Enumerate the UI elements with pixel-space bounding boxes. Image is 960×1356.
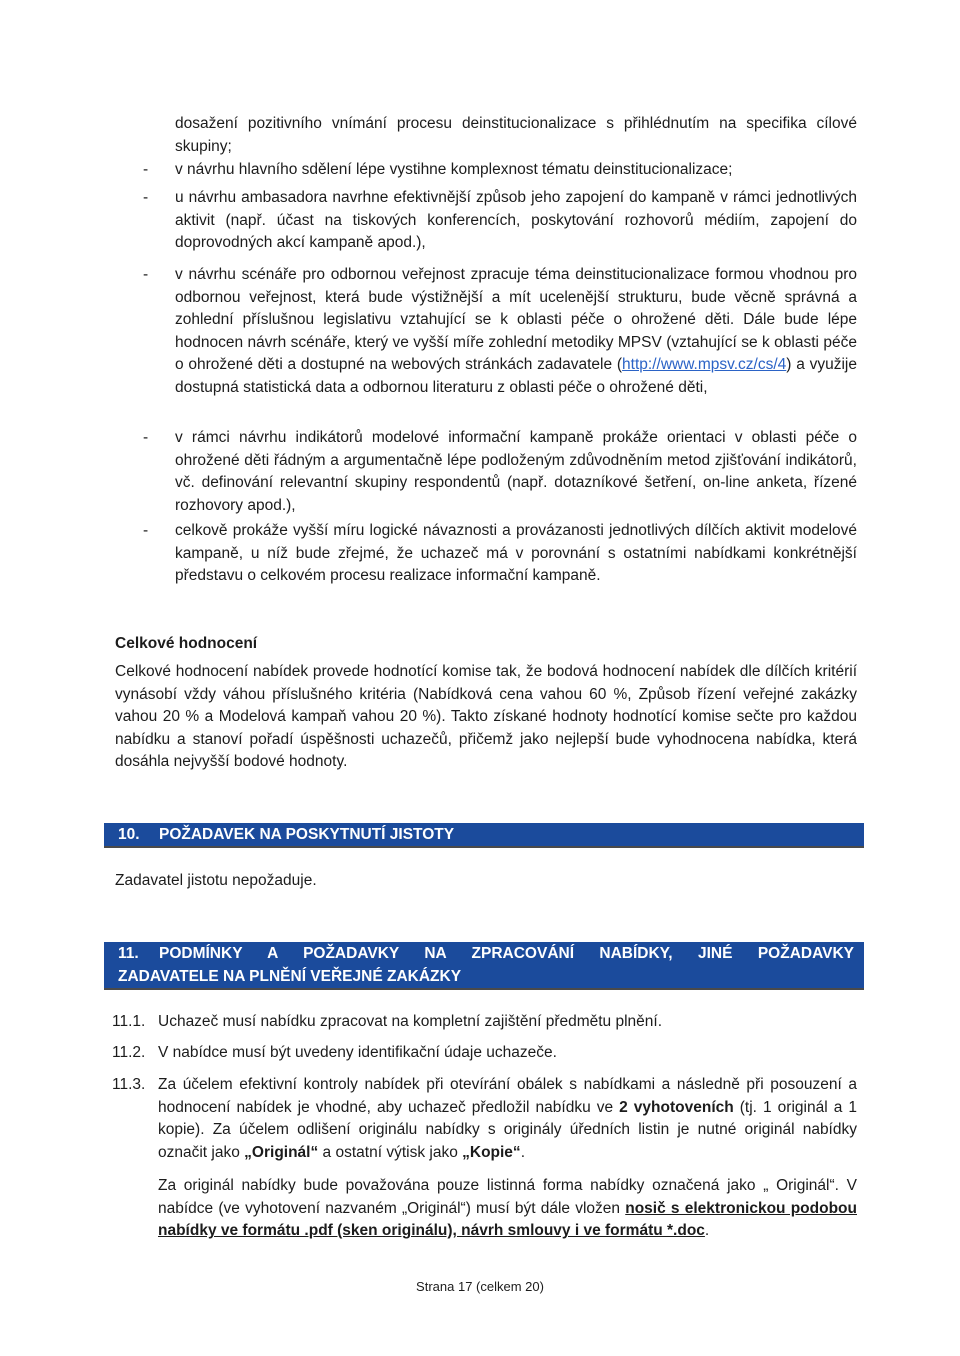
section-11-number: 11. — [118, 945, 139, 962]
section-10-heading-bar — [104, 823, 864, 848]
item-11-3-text-g: . — [520, 1143, 525, 1161]
section-11-title-line-2: ZADAVATELE NA PLNĚNÍ VEŘEJNÉ ZAKÁZKY — [118, 968, 462, 985]
bullet-dash: - — [143, 266, 149, 283]
item-11-3-original-label: „Originál“ — [244, 1143, 319, 1161]
bullet-3: u návrhu ambasadora navrhne efektivnější způsob jeho zapojení do kampaně v rámci jednotlivých aktivit (např. účast na tiskových konferencích, poskytování rozhovorů médiím, zapojení do doprovodných akcí kampaně apod.), — [175, 189, 857, 252]
item-11-3-p2-text-a: Za originál nabídky bude považována pouze listinná forma nabídky označená jako „ Originál“. V nabídce (ve vyhotovení nazvaném „Originál“) musí být dále vložen — [158, 1177, 857, 1217]
item-11-3-p2-text-c: . — [704, 1222, 710, 1240]
section-10-title: POŽADAVEK NA POSKYTNUTÍ JISTOTY — [159, 826, 455, 843]
bullet-5: v rámci návrhu indikátorů modelové informační kampaně prokáže orientaci v oblasti péče o ohrožené děti řádným a argumentačně lépe podloženým zdůvodněním metod zjišťování indikátorů, vč. definování relevantní skupiny respondentů (např. dotazníkové šetření, on-line anketa, řízené rozhovory apod.), — [175, 429, 857, 514]
mpsv-link[interactable]: http://www.mpsv.cz/cs/4 — [622, 356, 787, 374]
item-11-3-media-requirement: nosič s elektronickou podobou nabídky ve formátu .pdf (sken originálu), návrh smlouvy i ve formátu *.doc — [158, 1199, 857, 1240]
bullet-1-continuation: dosažení pozitivního vnímání procesu deinstitucionalizace s přihlédnutím na specifika cílové skupiny; — [175, 115, 857, 155]
item-number: 11.2. — [112, 1044, 146, 1061]
page-footer: Strana 17 (celkem 20) — [416, 1279, 544, 1294]
item-11-3-paragraph-1 — [158, 1074, 857, 1164]
section-11-title-line-1: PODMÍNKY A POŽADAVKY NA ZPRACOVÁNÍ NABÍDKY, JINÉ POŽADAVKY — [159, 945, 854, 962]
bullet-4 — [175, 264, 857, 400]
item-11-3-copy-label: „Kopie“ — [462, 1143, 521, 1161]
item-11-3-text-e: a ostatní výtisk jako — [318, 1143, 463, 1161]
bullet-dash: - — [143, 522, 149, 539]
bullet-dash: - — [143, 161, 149, 178]
bullet-dash: - — [143, 429, 149, 446]
item-11-3-paragraph-2 — [158, 1175, 857, 1243]
section-11-heading-bar — [104, 942, 864, 990]
section-10-text: Zadavatel jistotu nepožaduje. — [115, 872, 317, 889]
mpsv-link-paren-open: ( — [616, 356, 623, 374]
bullet-dash: - — [143, 189, 149, 206]
bullet-4-tail: a využije dostupná statistická data a odbornou literaturu z oblasti péče o ohrožené děti, — [175, 356, 857, 396]
item-11-3-copies-count: 2 vyhotoveních — [619, 1098, 734, 1116]
bullet-2: v návrhu hlavního sdělení lépe vystihne komplexnost tématu deinstitucionalizace; — [175, 161, 733, 178]
item-number: 11.1. — [112, 1013, 146, 1030]
overall-heading: Celkové hodnocení — [115, 635, 258, 652]
mpsv-link-paren-close: ) — [786, 356, 792, 374]
item-11-1-text: Uchazeč musí nabídku zpracovat na kompletní zajištění předmětu plnění. — [158, 1013, 663, 1030]
overall-text: Celkové hodnocení nabídek provede hodnotící komise tak, že bodová hodnocení nabídek dle dílčích kritérií vynásobí vždy váhou příslušného kritéria (Nabídková cena vahou 60 %, Způsob řízení veřejné zakázky vahou 20 % a Modelová kampaň vahou 20 %). Takto získané hodnoty hodnotící komise sečte pro každou nabídku a stanoví pořadí úspěšnosti uchazečů, přičemž jako nejlepší bude vyhodnocena nabídka, která dosáhla nejvyšší bodové hodnoty. — [115, 663, 857, 771]
item-11-2-text: V nabídce musí být uvedeny identifikační údaje uchazeče. — [158, 1044, 557, 1061]
item-11-3-text-a: Za účelem efektivní kontroly nabídek při otevírání obálek s nabídkami a následně při posouzení a hodnocení nabídek je vhodné, aby uchazeč předložil nabídku ve — [158, 1076, 857, 1116]
item-11-3-text-c: (tj. 1 originál a 1 kopie). Za účelem odlišení originálu nabídky s originály úředních listin je nutné originál nabídky označit jako — [158, 1098, 857, 1161]
item-number: 11.3. — [112, 1076, 146, 1093]
bullet-6: celkově prokáže vyšší míru logické návaznosti a provázanosti jednotlivých dílčích aktivit modelové kampaně, u níž bude zřejmé, že uchazeč má v porovnání s ostatními nabídkami konkrétnější představu o celkovém procesu realizace informační kampaně. — [175, 522, 857, 585]
section-10-number: 10. — [118, 826, 140, 843]
bullet-4-text: v návrhu scénáře pro odbornou veřejnost zpracuje téma deinstitucionalizace formou vhodnou pro odbornou veřejnost, která bude výstižnější a mít ucelenější strukturu, bude věcně správná a zohlední příslušnou legislativu vztahující se k oblasti péče o ohrožené děti. Dále bude lépe hodnocen návrh scénáře, který ve vyšší míře zohlední metodiky MPSV (vztahující se k oblasti péče o ohrožené děti a dostupné na webových stránkách zadavatele — [175, 266, 857, 374]
